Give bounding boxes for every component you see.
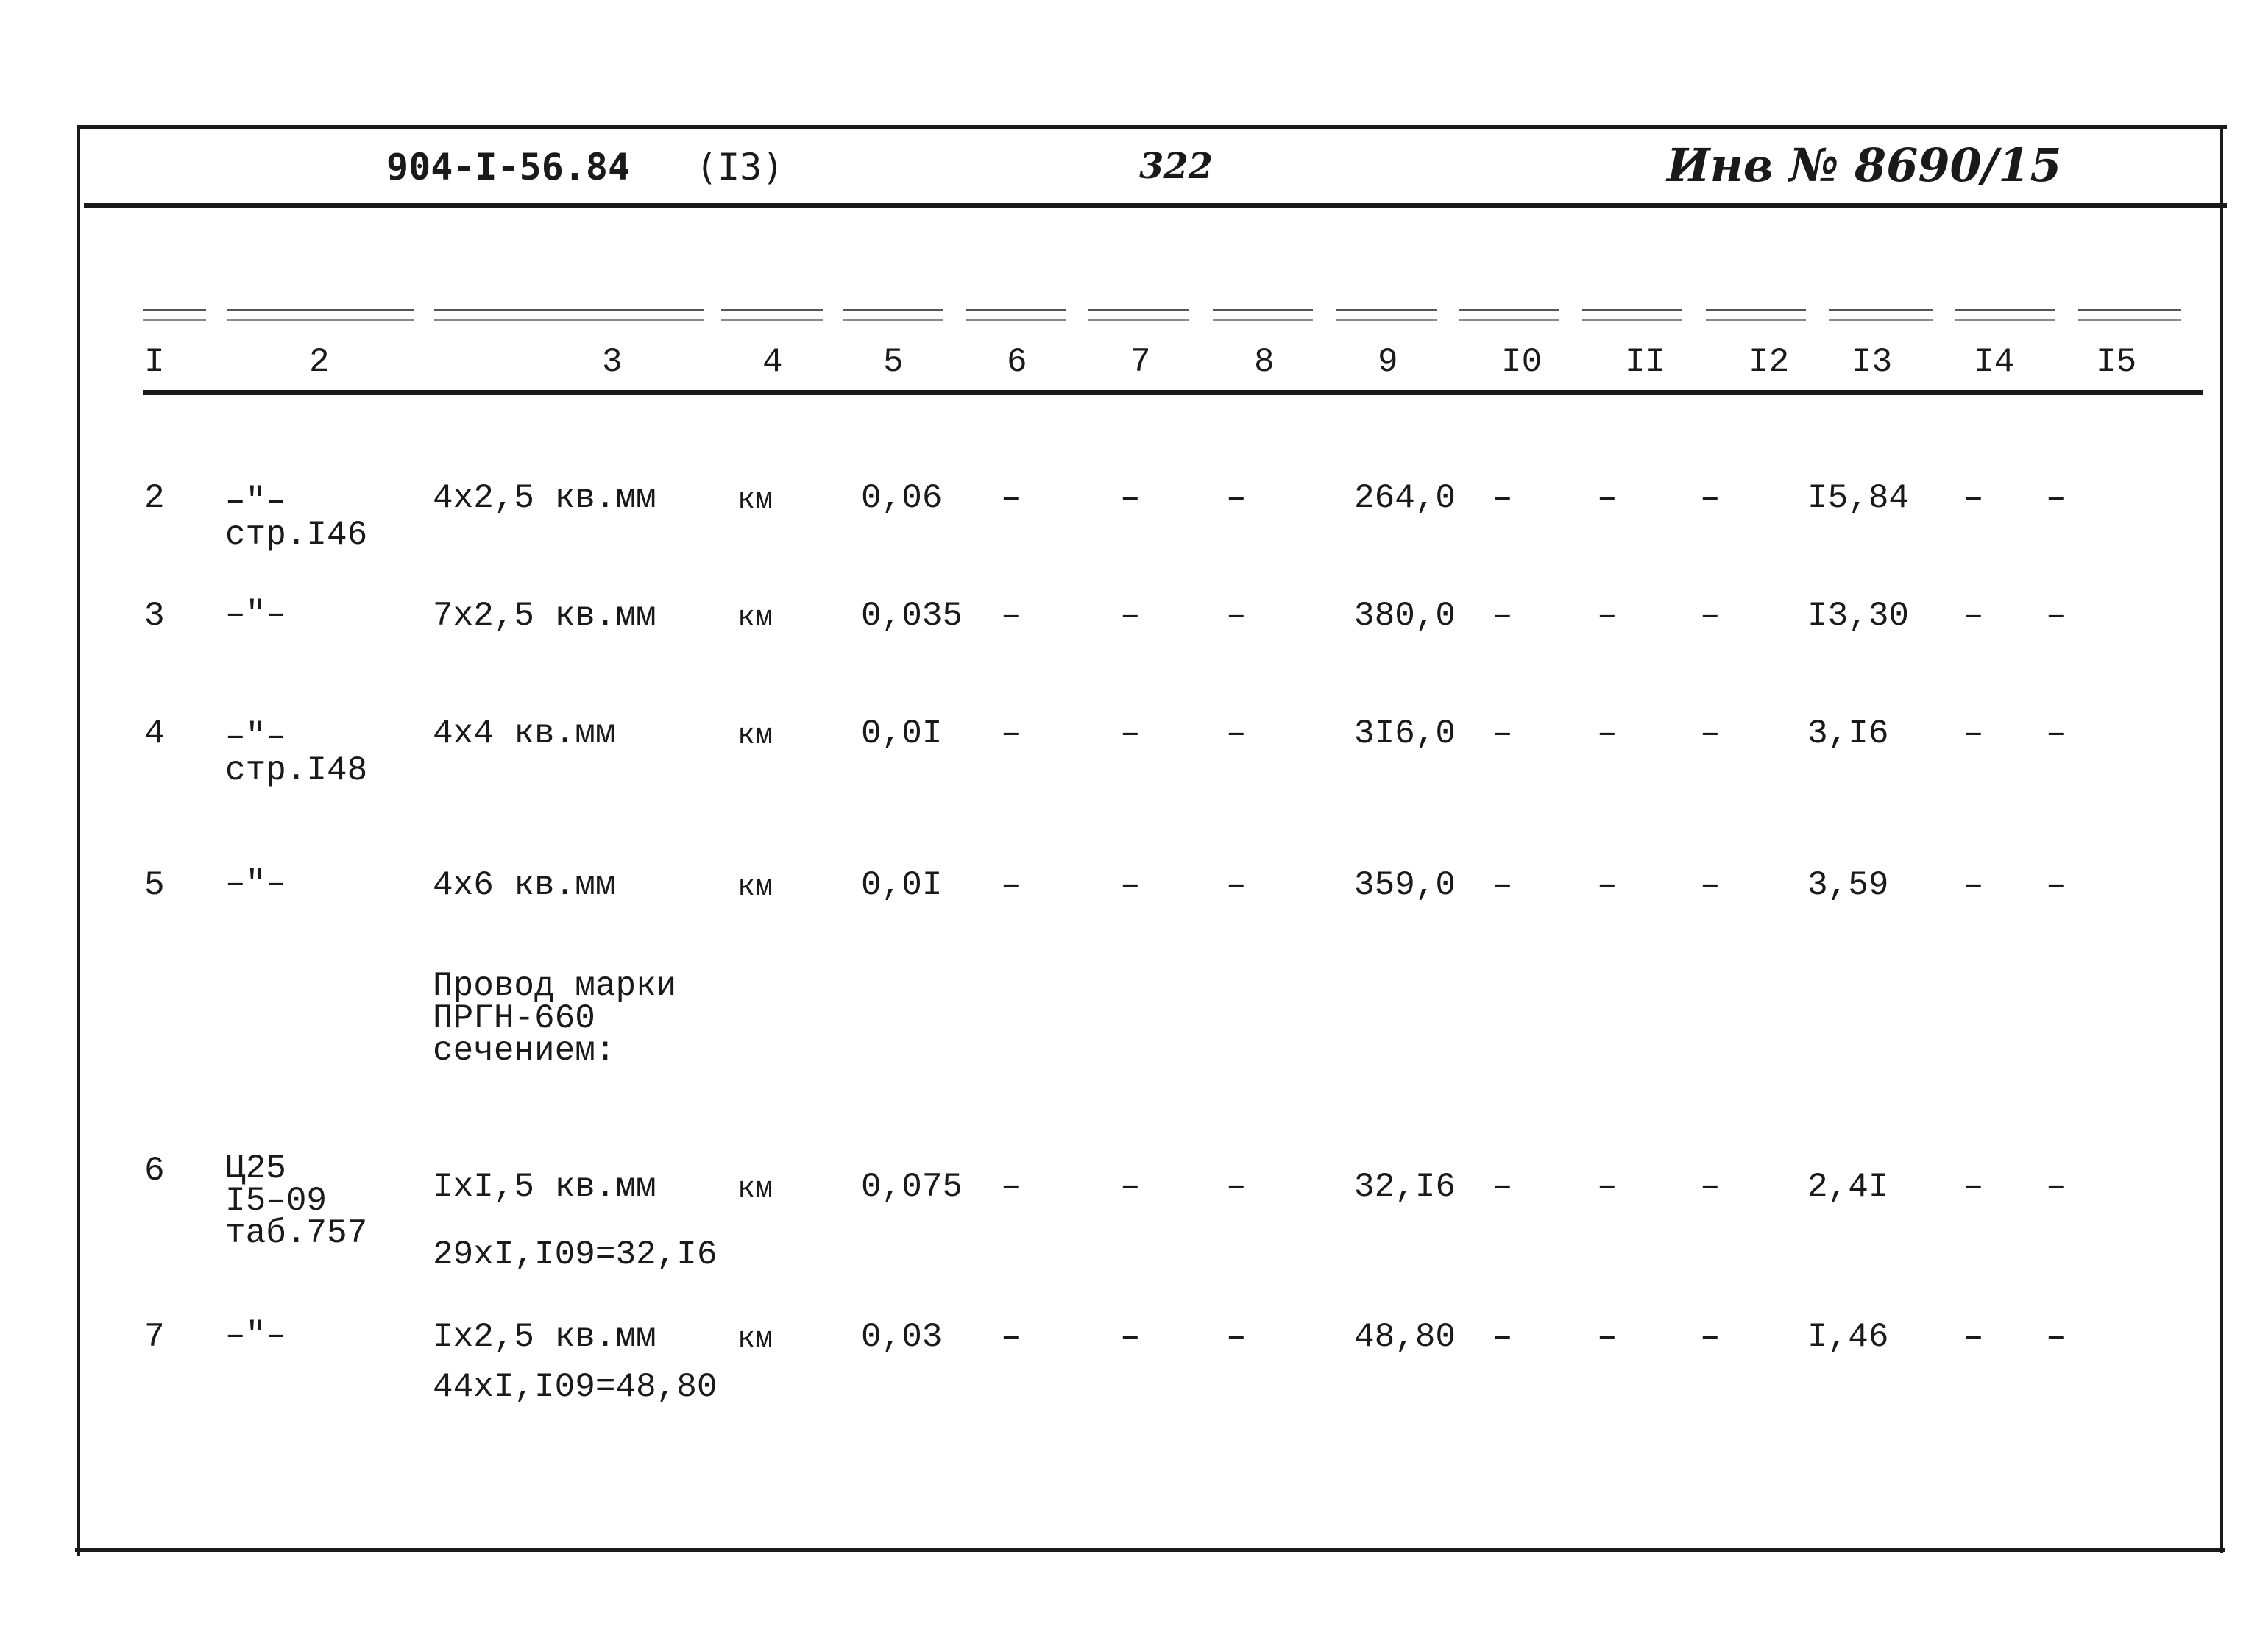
cell-col9: 48,80 <box>1354 1318 1456 1356</box>
column-number: I0 <box>1501 343 1542 381</box>
column-number: I5 <box>2096 343 2137 381</box>
cell-col11: – <box>1597 1168 1618 1206</box>
column-number: I2 <box>1749 343 1790 381</box>
section-heading: Провод марки ПРГН-660 сечением: <box>433 967 677 1070</box>
doc-code: 904-I-56.84 <box>386 146 631 188</box>
cell-no: 3 <box>144 597 165 635</box>
cell-col12: – <box>1700 1318 1721 1356</box>
cell-col6: – <box>1001 1168 1021 1206</box>
cell-col13: 2,4I <box>1807 1168 1889 1206</box>
inventory-number: Инв № 8690/15 <box>1667 138 2062 192</box>
cell-col12: – <box>1700 1168 1721 1206</box>
cell-col12: – <box>1700 597 1721 635</box>
col-rule <box>966 309 1066 321</box>
col-rule <box>1459 309 1559 321</box>
cell-col13: 3,59 <box>1807 866 1889 904</box>
cell-col11: – <box>1597 1318 1618 1356</box>
cell-col8: – <box>1226 597 1247 635</box>
cell-col12: – <box>1700 866 1721 904</box>
cell-ref: –"– <box>225 865 286 903</box>
cell-col8: – <box>1226 866 1247 904</box>
cell-col15: – <box>2046 866 2066 904</box>
column-number: 7 <box>1130 343 1151 381</box>
cell-col11: – <box>1597 866 1618 904</box>
col-rule <box>227 309 414 321</box>
column-number: 5 <box>883 343 904 381</box>
column-number: 6 <box>1007 343 1027 381</box>
cell-col7: – <box>1120 1318 1141 1356</box>
column-number: I3 <box>1852 343 1893 381</box>
cell-unit: км <box>737 484 773 517</box>
col-rule <box>1088 309 1189 321</box>
cell-col14: – <box>1963 1168 1984 1206</box>
cell-col11: – <box>1597 715 1618 753</box>
cell-col7: – <box>1120 715 1141 753</box>
column-header-rule <box>143 390 2203 395</box>
cell-col6: – <box>1001 1318 1021 1356</box>
cell-description: 4x2,5 кв.мм <box>433 479 656 517</box>
cell-col15: – <box>2046 479 2066 517</box>
col-rule <box>1955 309 2055 321</box>
cell-unit: км <box>737 720 773 753</box>
frame-left-line <box>77 125 80 1556</box>
cell-col13: I3,30 <box>1807 597 1910 635</box>
cell-col11: – <box>1597 597 1618 635</box>
col-rule <box>843 309 943 321</box>
column-number: 4 <box>762 343 783 381</box>
cell-col11: – <box>1597 479 1618 517</box>
cell-qty: 0,075 <box>861 1168 963 1206</box>
cell-unit: км <box>737 871 773 904</box>
cell-ref: –"– стр.I46 <box>225 482 368 554</box>
column-number: I4 <box>1974 343 2015 381</box>
cell-col9: 264,0 <box>1354 479 1456 517</box>
col-rule <box>1829 309 1933 321</box>
cell-col13: 3,I6 <box>1807 715 1889 753</box>
cell-col8: – <box>1226 1318 1247 1356</box>
cell-col10: – <box>1492 715 1513 753</box>
cell-description: 4x6 кв.мм <box>433 866 616 904</box>
cell-unit: км <box>737 1173 773 1206</box>
cell-no: 2 <box>144 479 165 517</box>
cell-col14: – <box>1963 866 1984 904</box>
cell-col13: I,46 <box>1807 1318 1889 1356</box>
frame-right-line <box>2220 125 2223 1553</box>
cell-col12: – <box>1700 715 1721 753</box>
frame-bottom-line <box>75 1548 2225 1552</box>
column-number: 8 <box>1254 343 1275 381</box>
frame-top-line <box>79 125 2227 129</box>
page-number: 322 <box>1139 146 1214 187</box>
cell-col9: 3I6,0 <box>1354 715 1456 753</box>
cell-col6: – <box>1001 479 1021 517</box>
cell-no: 4 <box>144 715 165 753</box>
cell-description: 4x4 кв.мм <box>433 715 616 753</box>
cell-col8: – <box>1226 479 1247 517</box>
cell-no: 6 <box>144 1152 165 1190</box>
col-rule <box>1336 309 1437 321</box>
cell-col12: – <box>1700 479 1721 517</box>
cell-ref: –"– стр.I48 <box>225 717 368 790</box>
cell-qty: 0,06 <box>861 479 943 517</box>
cell-col15: – <box>2046 597 2066 635</box>
col-rule <box>2078 309 2181 321</box>
cell-qty: 0,035 <box>861 597 963 635</box>
cell-col10: – <box>1492 597 1513 635</box>
column-number: 3 <box>602 343 623 381</box>
cell-col6: – <box>1001 866 1021 904</box>
cell-col13: I5,84 <box>1807 479 1910 517</box>
cell-qty: 0,0I <box>861 866 943 904</box>
col-rule <box>1706 309 1806 321</box>
cell-col15: – <box>2046 1168 2066 1206</box>
cell-unit: км <box>737 602 773 635</box>
cell-col14: – <box>1963 715 1984 753</box>
cell-ref: –"– <box>225 595 286 634</box>
cell-col9: 359,0 <box>1354 866 1456 904</box>
cell-col9: 32,I6 <box>1354 1168 1456 1206</box>
cell-col7: – <box>1120 479 1141 517</box>
album-number: (I3) <box>695 146 784 188</box>
cell-description: 7x2,5 кв.мм <box>433 597 656 635</box>
cell-col7: – <box>1120 866 1141 904</box>
cell-no: 7 <box>144 1318 165 1356</box>
cell-col14: – <box>1963 597 1984 635</box>
col-rule <box>721 309 823 321</box>
cell-description: IxI,5 кв.мм <box>433 1168 656 1206</box>
cell-qty: 0,0I <box>861 715 943 753</box>
cell-col15: – <box>2046 1318 2066 1356</box>
cell-col6: – <box>1001 597 1021 635</box>
cell-col15: – <box>2046 715 2066 753</box>
cell-col8: – <box>1226 1168 1247 1206</box>
cell-description: Ix2,5 кв.мм <box>433 1318 656 1356</box>
column-number: 9 <box>1378 343 1398 381</box>
cell-col9: 380,0 <box>1354 597 1456 635</box>
cell-ref: Ц25 I5–09 таб.757 <box>225 1149 368 1252</box>
cell-ref: –"– <box>225 1316 286 1355</box>
cell-qty: 0,03 <box>861 1318 943 1356</box>
cell-col10: – <box>1492 479 1513 517</box>
column-number: 2 <box>309 343 330 381</box>
cell-col14: – <box>1963 479 1984 517</box>
cell-calculation: 44xI,I09=48,80 <box>433 1368 718 1406</box>
column-number: I <box>144 343 165 381</box>
col-rule <box>1582 309 1682 321</box>
cell-col6: – <box>1001 715 1021 753</box>
col-rule <box>143 309 206 321</box>
cell-col10: – <box>1492 1318 1513 1356</box>
cell-col7: – <box>1120 597 1141 635</box>
cell-unit: км <box>737 1323 773 1356</box>
cell-col7: – <box>1120 1168 1141 1206</box>
col-rule <box>1213 309 1313 321</box>
col-rule <box>434 309 704 321</box>
column-number: II <box>1625 343 1666 381</box>
cell-col10: – <box>1492 866 1513 904</box>
cell-no: 5 <box>144 866 165 904</box>
frame-header-line <box>84 203 2227 208</box>
cell-col14: – <box>1963 1318 1984 1356</box>
cell-col8: – <box>1226 715 1247 753</box>
cell-col10: – <box>1492 1168 1513 1206</box>
cell-calculation: 29xI,I09=32,I6 <box>433 1236 718 1274</box>
